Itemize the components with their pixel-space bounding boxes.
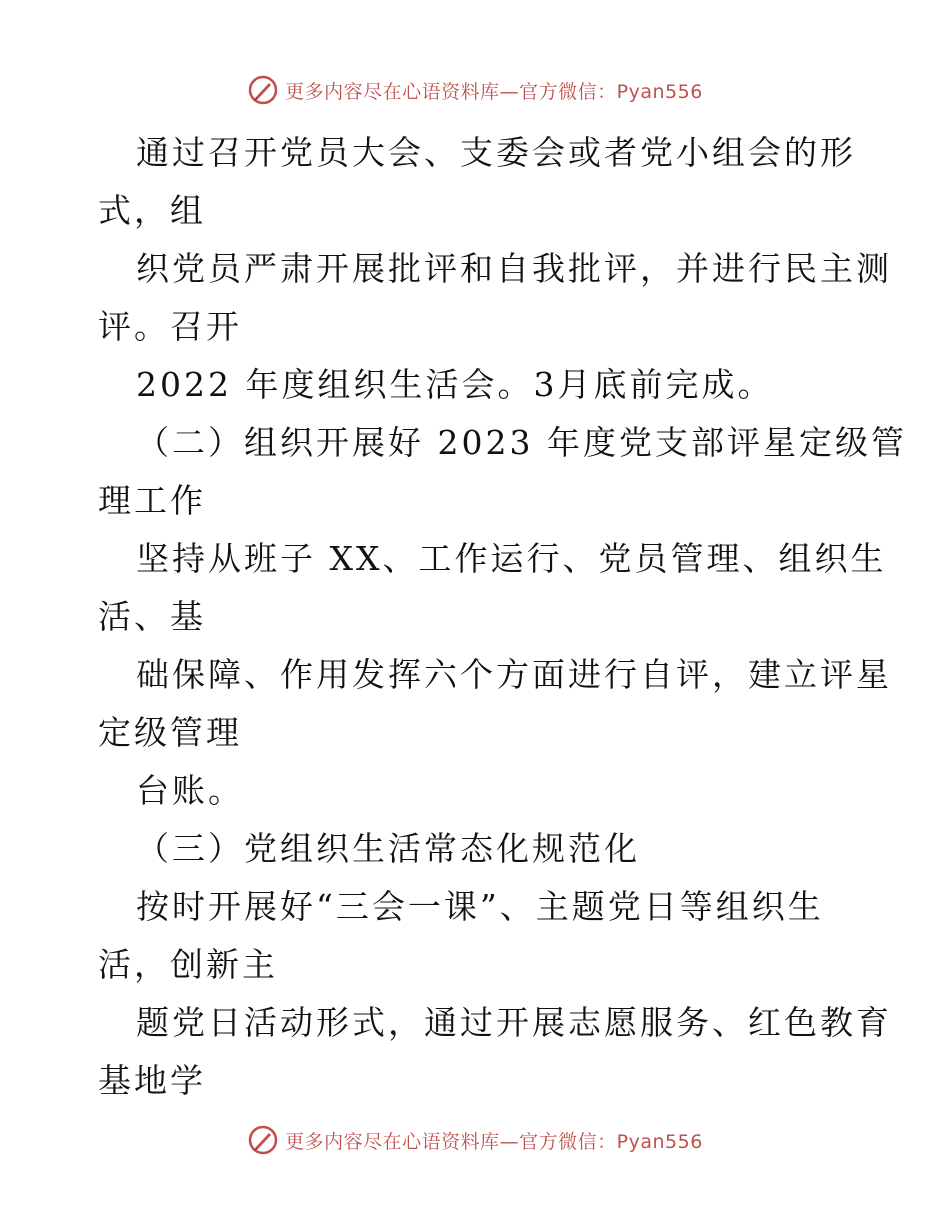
- body-line: 通过召开党员大会、支委会或者党小组会的形: [136, 133, 856, 172]
- footer-banner: [0, 1120, 950, 1160]
- header-banner: [0, 70, 950, 110]
- section-heading-cont: 理工作: [98, 481, 206, 520]
- quill-pen-icon: [247, 1124, 279, 1156]
- body-line: 基地学: [98, 1061, 206, 1100]
- body-line: 题党日活动形式，通过开展志愿服务、红色教育: [136, 1003, 892, 1042]
- section-heading: （三）党组织生活常态化规范化: [136, 829, 640, 868]
- header-text: 更多内容尽在心语资料库—官方微信：Pyan556: [285, 80, 703, 103]
- body-line: 础保障、作用发挥六个方面进行自评，建立评星: [136, 655, 892, 694]
- footer-text: 更多内容尽在心语资料库—官方微信：Pyan556: [285, 1130, 703, 1153]
- document-body: [98, 124, 907, 1110]
- body-line: 2022 年度组织生活会。3月底前完成。: [136, 365, 774, 404]
- body-line: 按时开展好“三会一课”、主题党日等组织生: [136, 887, 824, 926]
- body-line: 活、基: [98, 597, 206, 636]
- body-line: 活，创新主: [98, 945, 278, 984]
- quill-pen-icon: [247, 74, 279, 106]
- body-line: 式，组: [98, 191, 206, 230]
- body-line: 台账。: [136, 771, 244, 810]
- body-line: 定级管理: [98, 713, 242, 752]
- body-line: 坚持从班子 XX、工作运行、党员管理、组织生: [136, 539, 887, 578]
- body-line: 织党员严肃开展批评和自我批评，并进行民主测: [136, 249, 892, 288]
- section-heading: （二）组织开展好 2023 年度党支部评星定级管: [136, 423, 907, 462]
- body-line: 评。召开: [98, 307, 242, 346]
